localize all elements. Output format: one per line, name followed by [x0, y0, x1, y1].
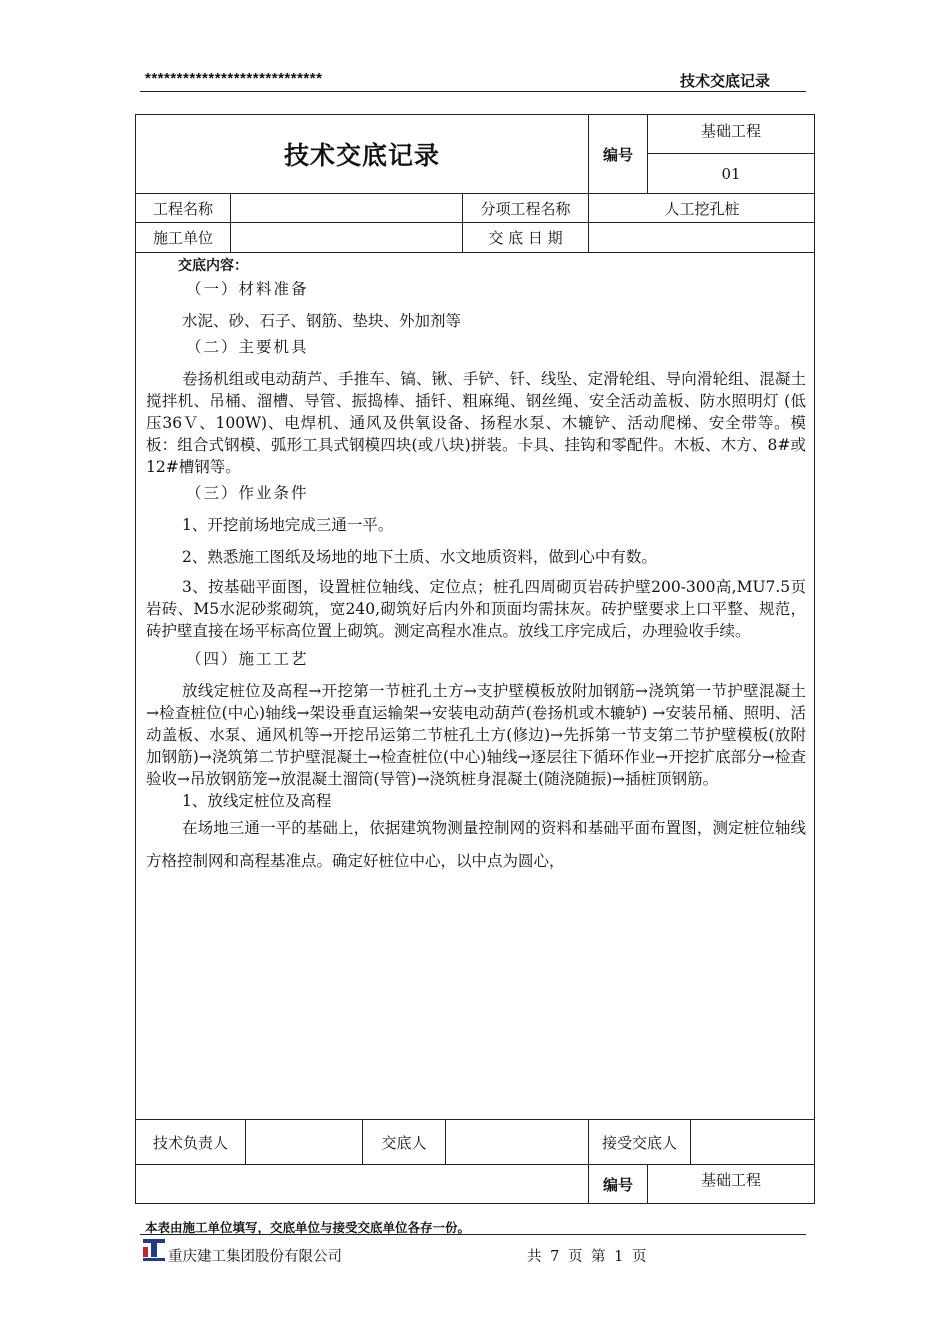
discloser-field[interactable]	[446, 1120, 588, 1164]
tech-lead-field[interactable]	[246, 1120, 362, 1164]
receiver-field[interactable]	[691, 1120, 815, 1164]
company-logo-icon	[142, 1237, 166, 1263]
content-paragraph: 在场地三通一平的基础上，依据建筑物测量控制网的资料和基础平面布置图，测定桩位轴线方格控制网和高程基准点。确定好桩位中心，以中点为圆心，	[146, 819, 806, 870]
header-right-title: 技术交底记录	[680, 72, 771, 90]
project-name-field[interactable]	[231, 194, 462, 222]
bottom-code-value: 基础工程	[700, 1170, 761, 1189]
footer-divider	[140, 1234, 806, 1235]
content-paragraphs	[146, 278, 806, 878]
content-paragraph: （四）施工工艺	[186, 650, 309, 668]
tech-lead-label: 技术负责人	[152, 1133, 228, 1152]
date-label: 交 底 日 期	[488, 229, 563, 247]
content-paragraph: （一）材料准备	[186, 280, 309, 298]
content-paragraph: 卷扬机组或电动葫芦、手推车、镐、锹、手铲、钎、线坠、定滑轮组、导向滑轮组、混凝土搅拌机、吊桶、溜槽、导管、振捣棒、插钎、粗麻绳、钢丝绳、安全活动盖板、防水照明灯 (低压36Ｖ、100W)、电焊机、通风及供氧设备、扬程水泵、木辘铲、活动爬梯、安全带等。模板：组合式钢模、弧形工具式钢模四块(或八块)拼装。卡具、挂钩和零配件。木板、木方、8#或12#槽钢等。	[146, 370, 806, 476]
date-field[interactable]	[589, 223, 815, 252]
disclosure-content	[146, 256, 806, 878]
grid-line	[135, 252, 815, 253]
sub-project-value: 人工挖孔桩	[664, 199, 740, 218]
footer-note: 本表由施工单位填写，交底单位与接受交底单位各存一份。	[145, 1220, 471, 1235]
company-name: 重庆建工集团股份有限公司	[168, 1249, 342, 1265]
content-paragraph: 1、开挖前场地完成三通一平。	[182, 516, 394, 534]
code-value-number: 01	[721, 164, 741, 183]
contractor-label: 施工单位	[152, 229, 213, 247]
header-left-stars: ****************************	[145, 70, 323, 87]
page-counter: 共 7 页 第 1 页	[527, 1249, 647, 1265]
code-label: 编号	[602, 145, 633, 164]
content-paragraph: 1、放线定桩位及高程	[182, 792, 332, 810]
content-paragraph: 2、熟悉施工图纸及场地的地下土质、水文地质资料，做到心中有数。	[182, 548, 657, 566]
bottom-code-label: 编号	[602, 1175, 633, 1194]
receiver-label: 接受交底人	[601, 1133, 677, 1152]
header-divider	[140, 91, 806, 92]
content-paragraph: （三）作业条件	[186, 484, 309, 502]
content-label: 交底内容：	[178, 258, 248, 274]
discloser-label: 交底人	[381, 1133, 427, 1152]
content-paragraph: 放线定桩位及高程→开挖第一节桩孔土方→支护壁模板放附加钢筋→浇筑第一节护壁混凝土→检查桩位(中心)轴线→架设垂直运输架→安装电动葫芦(卷扬机或木辘轳) →安装吊桶、照明、活动盖板、水泵、通风机等→开挖吊运第二节桩孔土方(修边)→先拆第一节支第二节护壁模板(放附加钢筋)→浇筑第二节护壁混凝土→检查桩位(中心)轴线→逐层往下循环作业→开挖扩底部分→检查验收→吊放钢筋笼→放混凝土溜筒(导管)→浇筑桩身混凝土(随浇随振)→插桩顶钢筋。	[146, 682, 806, 788]
content-paragraph: （二）主要机具	[186, 338, 309, 356]
content-paragraph: 3、按基础平面图，设置桩位轴线、定位点；桩孔四周砌页岩砖护壁200-300高,MU7.5页岩砖、M5水泥砂浆砌筑，宽240,砌筑好后内外和顶面均需抹灰。砖护壁要求上口平整、规范，砖护壁直接在场平标高位置上砌筑。测定高程水准点。放线工序完成后，办理验收手续。	[146, 578, 806, 640]
contractor-field[interactable]	[231, 223, 462, 252]
form-title: 技术交底记录	[283, 141, 440, 170]
content-paragraph: 水泥、砂、石子、钢筋、垫块、外加剂等	[182, 312, 462, 330]
sub-project-label: 分项工程名称	[480, 199, 571, 218]
code-value-category: 基础工程	[700, 121, 761, 140]
project-name-label: 工程名称	[152, 199, 213, 218]
